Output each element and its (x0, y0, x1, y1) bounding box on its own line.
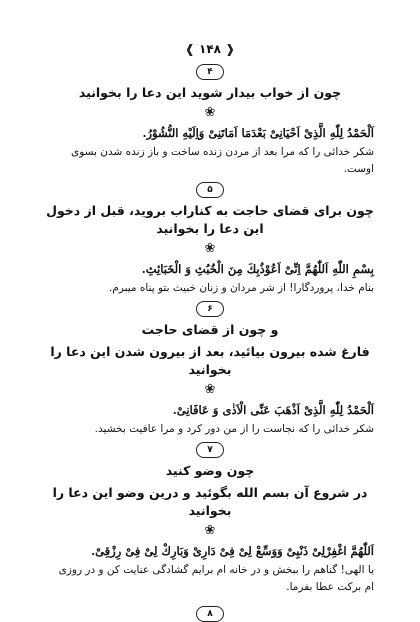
page-number (46, 42, 374, 56)
section-number-badge (196, 442, 224, 458)
section-marker (46, 64, 374, 80)
arabic-prayer: بِسْمِ اللّٰهِ اَللّٰهُمَّ اِنِّیْ اَعُوْذُبِكَ مِنَ الْخُبُثِ وَ الْخَبَائِثِ. (141, 262, 374, 276)
section-marker (46, 442, 374, 458)
flourish-ornament-icon: ❀ (204, 523, 216, 538)
section-heading-line-2: فارغ شده بیرون بیائید، بعد از بیرون شدن این دعا را بخوانید (50, 344, 370, 377)
section-number: ۸ (207, 609, 213, 619)
prayer-translation: بنام خدا، پروردگارا! از شر مردان و زنان خبیث بتو پناه میبرم. (108, 282, 374, 294)
section-heading-line-2: در شروع آن بسم الله بگوئید و درین وضو این دعا را بخوانید (52, 485, 368, 518)
page-number-right-ornament: ❱ (184, 42, 195, 56)
arabic-prayer: اَلْحَمْدُ لِلّٰهِ الَّذِیْ اَحْیَانِیْ بَعْدَمَا اَمَاتَنِیْ وَاِلَیْهِ النُّشُوْرُ. (142, 126, 374, 140)
section-marker (46, 301, 374, 317)
section-number-badge (196, 64, 224, 80)
section-number: ۷ (207, 445, 213, 455)
prayer-translation: شکر خدائی را که نجاست را از من دور کرد و مرا عافیت بخشید. (94, 423, 374, 435)
section-marker (46, 182, 374, 198)
section-number: ۶ (207, 304, 213, 314)
page-number-text: ۱۴۸ (199, 42, 221, 56)
section-heading: چون برای قضای حاجت به کناراب بروید، قبل از دخول این دعا را بخوانید (46, 203, 374, 236)
flourish-ornament-icon: ❀ (204, 241, 216, 256)
section-number: ۵ (207, 185, 213, 195)
arabic-prayer: اَللّٰهُمَّ اغْفِرْلِیْ ذَنْبِیْ وَوَسِّعْ لِیْ فِیْ دَارِیْ وَبَارِكْ لِیْ فِیْ رِزْقِیْ. (91, 544, 374, 558)
section-heading: چون وضو کنید (165, 463, 255, 478)
section-heading: چون از خواب بیدار شوید این دعا را بخوانید (78, 85, 342, 100)
section-number-badge (196, 301, 224, 317)
page-number-left-ornament: ❰ (225, 42, 236, 56)
section-marker (46, 606, 374, 622)
arabic-prayer: اَلْحَمْدُ لِلّٰهِ الَّذِیْ اَذْهَبَ عَنِّی الْاَذٰی وَ عَافَانِیْ. (172, 403, 374, 417)
flourish-ornament-icon: ❀ (204, 105, 216, 120)
section-heading: و چون از قضای حاجت (141, 322, 279, 337)
section-number-badge (196, 182, 224, 198)
section-number-badge (196, 606, 224, 622)
prayer-translation: یا الهی! گناهم را ببخش و در خانه ام برایم گشادگی عنایت کن و در روزی ام برکت عطا بفرما. (58, 564, 374, 593)
section-number: ۴ (207, 67, 213, 77)
flourish-ornament-icon: ❀ (204, 382, 216, 397)
prayer-translation: شکر خدائی را که مرا بعد از مردن زنده ساخت و باز زنده شدن بسوی اوست. (71, 146, 374, 175)
